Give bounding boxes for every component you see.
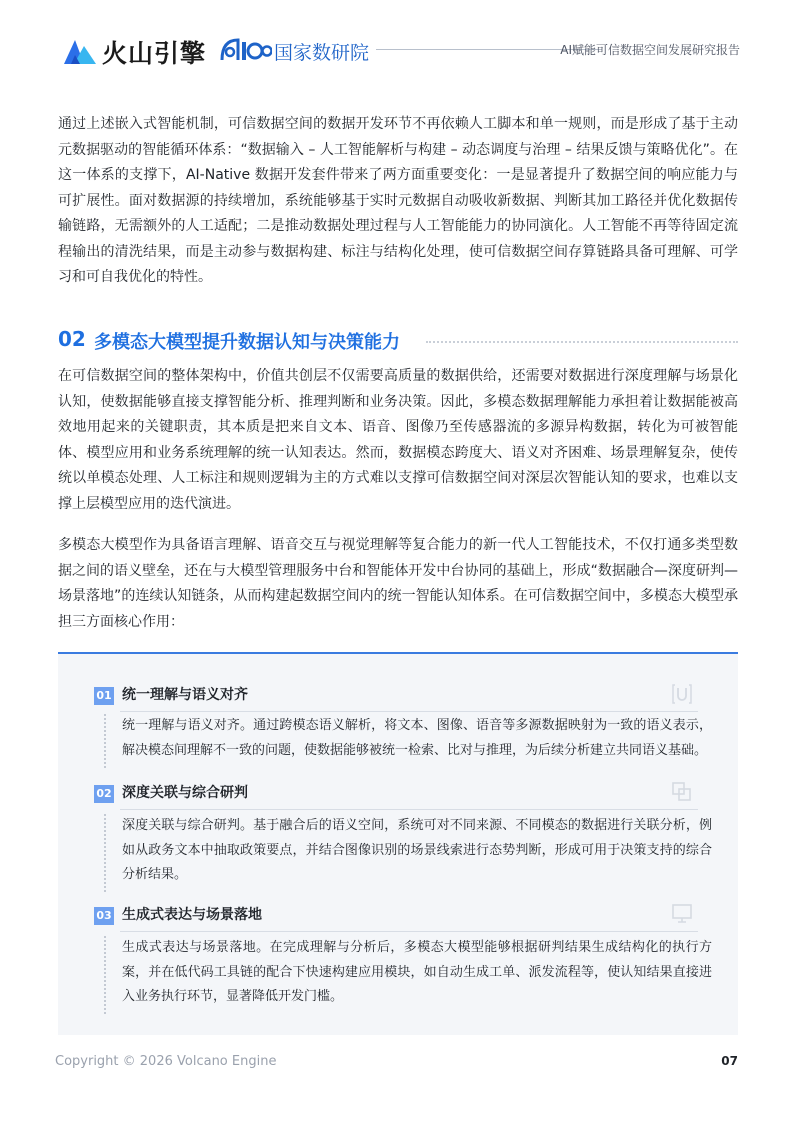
csi-wordmark: 国家数研院 bbox=[274, 42, 370, 64]
body-paragraph-2: 在可信数据空间的整体架构中，价值共创层不仅需要高质量的数据供给，还需要对数据进行深度理解与场景化认知，使数据能够直接支撑智能分析、推理判断和业务决策。因此，多模态数据理解能力承担着让数据能被高效地用起来的关键职责，其本质是把来自文本、语音、图像乃至传感器流的多源异构数据，转化为可被智能体、模型应用和业务系统理解的统一认知表达。然而，数据模态跨度大、语义对齐困难、场景理解复杂，使传统以单模态处理、人工标注和规则逻辑为主的方式难以支撑可信数据空间对深层次智能认知的要求，也难以支撑上层模型应用的迭代演进。 bbox=[58, 368, 738, 512]
body-paragraph-1: 通过上述嵌入式智能机制，可信数据空间的数据开发环节不再依赖人工脚本和单一规则，而是形成了基于主动元数据驱动的智能循环体系：“数据输入 – 人工智能解析与构建 – 动态调度与治理 – 结果反馈与策略优化”。在这一体系的支撑下，AI-Native 数据开发套件带来了两方面重要变化：一是显著提升了数据空间的响应能力与可扩展性。面对数据源的持续增加，系统能够基于实时元数据自动吸收新数据、判断其加工路径并优化数据传输链路，无需额外的人工适配；二是推动数据处理过程与人工智能能力的协同演化。人工智能不再等待固定流程输出的清洗结果，而是主动参与数据构建、标注与结构化处理，使可信数据空间存算链路具备可理解、可学习和可自我优化的特性。 bbox=[58, 116, 738, 285]
item-number-badge: 01 bbox=[94, 687, 114, 705]
copyright-text: Copyright © 2026 Volcano Engine bbox=[55, 1054, 277, 1069]
page-header bbox=[56, 30, 740, 70]
csi-emblem-icon bbox=[218, 36, 272, 64]
stacked-squares-icon bbox=[670, 780, 694, 804]
item-dotted-line bbox=[104, 714, 106, 768]
section-heading bbox=[58, 327, 738, 357]
volcano-engine-logo bbox=[62, 34, 212, 66]
item-header-1 bbox=[94, 684, 694, 710]
item-body-3: 生成式表达与场景落地。在完成理解与分析后，多模态大模型能够根据研判结果生成结构化的执行方案，并在低代码工具链的配合下快速构建应用模块，如自动生成工单、派发流程等，使认知结果直接进入业务执行环节，显著降低开发门槛。 bbox=[122, 940, 712, 1004]
item-header-3 bbox=[94, 904, 694, 930]
item-title: 生成式表达与场景落地 bbox=[122, 907, 262, 923]
item-number-badge: 03 bbox=[94, 907, 114, 925]
u-letter-icon bbox=[670, 682, 694, 706]
volcano-engine-wordmark: 火山引擎 bbox=[102, 39, 207, 68]
item-title: 统一理解与语义对齐 bbox=[122, 687, 248, 703]
item-title: 深度关联与综合研判 bbox=[122, 785, 248, 801]
monitor-icon bbox=[670, 902, 694, 926]
section-number: 02 bbox=[58, 327, 86, 351]
csi-logo bbox=[218, 34, 368, 66]
item-rule bbox=[120, 931, 698, 932]
core-roles-card bbox=[58, 652, 738, 1035]
item-dotted-line bbox=[104, 936, 106, 1014]
item-rule bbox=[120, 711, 698, 712]
item-number-badge: 02 bbox=[94, 785, 114, 803]
body-paragraph-3: 多模态大模型作为具备语言理解、语音交互与视觉理解等复合能力的新一代人工智能技术，不仅打通多类型数据之间的语义壁垒，还在与大模型管理服务中台和智能体开发中台协同的基础上，形成“数据融合—深度研判—场景落地”的连续认知链条，从而构建起数据空间内的统一智能认知体系。在可信数据空间中，多模态大模型承担三方面核心作用： bbox=[58, 537, 738, 630]
page-number: 07 bbox=[721, 1054, 738, 1068]
item-body-1: 统一理解与语义对齐。通过跨模态语义解析，将文本、图像、语音等多源数据映射为一致的语义表示，解决模态间理解不一致的问题，使数据能够被统一检索、比对与推理，为后续分析建立共同语义基础。 bbox=[122, 718, 712, 758]
section-title: 多模态大模型提升数据认知与决策能力 bbox=[94, 332, 400, 353]
item-rule bbox=[120, 809, 698, 810]
item-dotted-line bbox=[104, 814, 106, 892]
report-title: AI赋能可信数据空间发展研究报告 bbox=[560, 43, 740, 57]
item-body-2: 深度关联与综合研判。基于融合后的语义空间，系统可对不同来源、不同模态的数据进行关联分析，例如从政务文本中抽取政策要点，并结合图像识别的场景线索进行态势判断，形成可用于决策支持的综合分析结果。 bbox=[122, 818, 712, 882]
volcano-mountain-icon bbox=[62, 34, 98, 66]
item-header-2 bbox=[94, 782, 694, 808]
section-dotted-rule bbox=[426, 341, 738, 343]
